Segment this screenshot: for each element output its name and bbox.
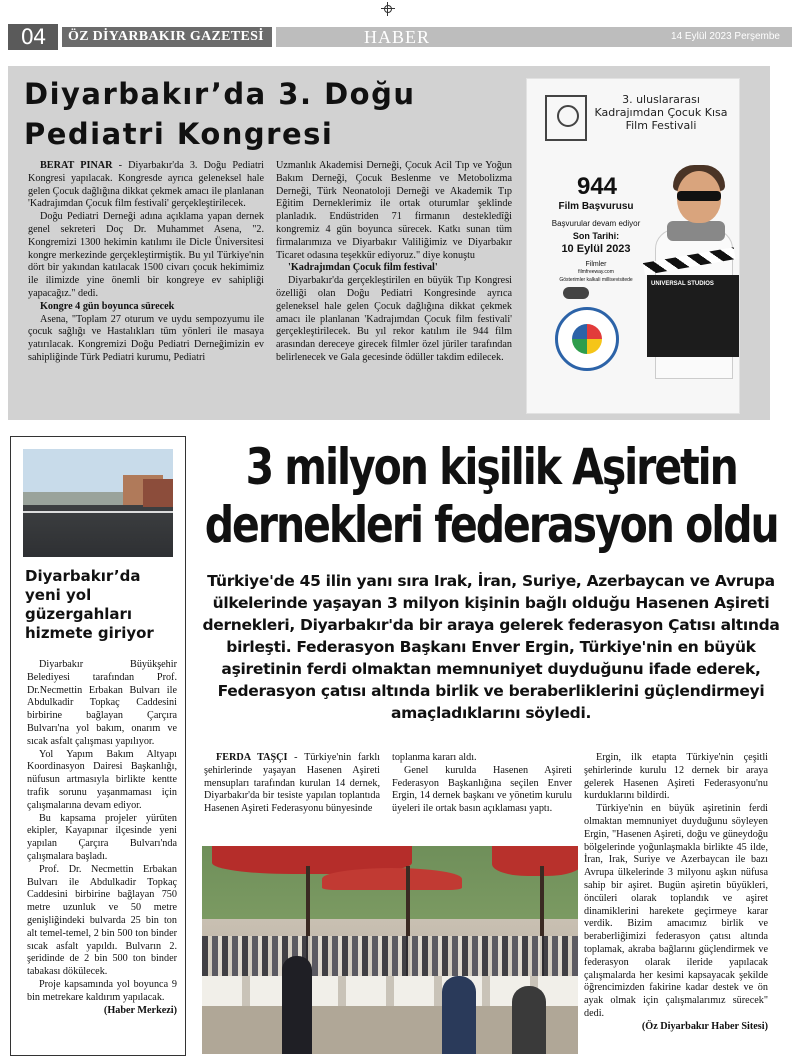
poster-deadline: 10 Eylül 2023	[561, 243, 631, 255]
top-story-subhead: Kongre 4 gün boyunca sürecek	[40, 300, 175, 312]
top-story-headline: Diyarbakır’da 3. Doğu Pediatri Kongresi	[24, 77, 416, 151]
page-header	[8, 24, 792, 50]
top-story-column-2	[276, 160, 512, 365]
poster-count: 944	[576, 173, 618, 200]
clapperboard-text: UNIVERSAL STUDIOS	[651, 281, 714, 287]
sunglasses-icon	[677, 191, 721, 201]
association-badge-icon	[555, 307, 619, 371]
main-paragraph: toplanma kararı aldı.	[392, 752, 477, 763]
main-paragraph: Türkiye'nin en büyük aşiretinin ferdi olmaktan memnuniyet duyduğunu söyleyen Ergin, "Hasenen Aşireti, doğu ve güneydoğu bölgelerinde yoğunlaşmakla birlikte 45 ilde, İran, Irak, Suriye ve Azerbaycan ile bazı Avrupa ülkelerinde 3 milyonu aşkın nüfusa sahip bir aşiret. Bugün aşiretin büyükleri, öncüleri olarak toplandık ve aşiret dinamiklerini harekete geçirmeye karar verdik. Bizim amacımız birlik ve beraberliğimizi federasyon çatısı altında toplamak, akraba bağlarını güçlendirmek ve federasyon olarak ileride yapılacak çalışmalarda her kesimi kapsayacak şekilde öğrencimizden fakirine kadar destek ve ön ayak olmak için çalışmalarımız sürecek" dedi.	[584, 803, 768, 1019]
byline: BERAT PINAR	[40, 160, 113, 171]
paper-name: ÖZ DİYARBAKIR GAZETESİ	[62, 27, 272, 47]
film-reel-icon	[545, 95, 587, 141]
road-photo	[23, 449, 173, 557]
section-label: HABER	[364, 27, 431, 47]
festival-poster	[526, 78, 740, 414]
sidebar-paragraph: Yol Yapım Bakım Altyapı Koordinasyon Dairesi Başkanlığı, nüfusun artmasıyla birlikte kentte trafik sorunu yaşanmaması için çalışmalarına devam ediyor.	[27, 748, 177, 811]
main-column-3	[584, 752, 768, 1034]
sidebar-story	[10, 436, 186, 1056]
sidebar-body	[27, 659, 177, 1017]
main-paragraph: Ergin, ilk etapta Türkiye'nin çeşitli şehirlerinde kurulu 12 dernek bir araya gelerek Hasenen Aşireti Federasyonu'nu kurduklarını bildirdi.	[584, 752, 768, 802]
top-story-paragraph: Diyarbakır'da gerçekleştirilen en büyük Tıp Kongresi özelliği olan Doğu Pediatri Kongresinde ayrıca geleneksel hale gelen Çocuk dağlığına dikkat çekmek amacı ile planlanan 'Kadrajımdan Çocuk film festivali' gerçekleştirilecek. Bu yıl rekor katılım ile 944 film arasından dereceye girecek filmler özel jüriler tarafından belirlenecek ve Gala gecesinde ödüller takdim edilecek.	[276, 275, 512, 363]
umbrella-shape	[322, 868, 462, 890]
main-headline: 3 milyon kişilik Aşiretin dernekleri federasyon oldu	[204, 438, 778, 554]
sidebar-headline: Diyarbakır’da yeni yol güzergahları hizmete giriyor	[25, 567, 154, 642]
issue-date: 14 Eylül 2023 Perşembe	[671, 31, 780, 42]
person-figure	[442, 976, 476, 1054]
page-number: 04	[8, 24, 58, 50]
main-paragraph: Genel kurulda Hasenen Aşireti Federasyon Başkanlığına seçilen Enver Ergin, 14 dernek başkanı ve yönetim kurulu üyeleri ile ortak basın açıklaması yaptı.	[392, 764, 572, 815]
sponsor-logo-icon	[563, 287, 589, 299]
poster-note: Gösterimler kalkali millisevisitede	[559, 277, 633, 283]
clapperboard-icon	[647, 275, 739, 357]
sidebar-paragraph: Bu kapsama projeler yürüten ekipler, Kayapınar ilçesinde yeni yapılan Çarçıra Bulvarı'nda çalışmalara başladı.	[27, 812, 177, 862]
main-lede: Türkiye'de 45 ilin yanı sıra Irak, İran, Suriye, Azerbaycan ve Avrupa ülkelerinde yaşayan 3 milyon kişinin bağlı olduğu Hasenen Aşireti dernekleri, Diyarbakır'da bir araya gelerek federasyon Çatısı altında birleşti. Federasyon Başkanı Enver Ergin, Türkiye'nin en büyük aşiretinin ferdi olmaktan memnuniyet duyduğunu ifade ederek, Federasyon çatısı altında birlik ve beraberliklerini güçlendirmeyi amaçladıklarını söyledi.	[202, 572, 780, 722]
registration-mark-icon	[381, 2, 395, 16]
person-figure	[282, 956, 312, 1054]
main-column-2	[392, 752, 572, 816]
umbrella-shape	[492, 846, 578, 876]
top-story-paragraph: Uzmanlık Akademisi Derneği, Çocuk Acil Tıp ve Yoğun Bakım Derneği, Çocuk Beslenme ve Metobolizma Derneği, Türk Neonatoloji Derneği ve Akademik Tıp Eğitim Derneklerimiz ile ortak oturumlar şeklinde planladık. Endüstriden 71 firmanın destekledîği kongremiz 4 gün boyunca sürecek. Katkı sunan tüm firmalarımıza ve Diyarbakır Valiliğimiz ve Diyarbakır Ticaret odasına teşekkür ediyoruz." diye konuştu	[276, 160, 512, 261]
sidebar-paragraph: Prof. Dr. Necmettin Erbakan Bulvarı ile Abdulkadir Topkaç Caddesini birbirine bağlayan 750 metre uzunluk ve 50 metre genişliğindeki bulvarda 25 bin ton alt temel-temel, 2 bin 500 ton binder sıcak asfalt yapıldı. Bulvarın 2. şeridinde de 2 bin 500 ton binder tabakası dökülecek.	[27, 863, 177, 978]
poster-site: filmfreeway.com	[578, 269, 614, 275]
top-story-column-1	[28, 160, 264, 365]
sidebar-paragraph: Diyarbakır Büyükşehir Belediyesi tarafından Prof. Dr.Necmettin Erbakan Bulvarı ile Abdulkadir Topkaç Caddesini birbirine bağlayan Çarçıra Bulvarı'na yol bakım, onarım ve sıcak asfalt çalışması yapılıyor.	[27, 659, 177, 747]
meeting-photo	[202, 846, 578, 1054]
top-story-subhead: 'Kadrajımdan Çocuk film festival'	[288, 262, 438, 274]
main-paragraph: FERDA TAŞÇI - Türkiye'nin farklı şehirlerinde yaşayan Hasenen Aşireti mensupları tarafından kurulan 14 dernek, Diyarbakır'da bir tesiste yapılan toplantıda Hasenen Aşireti Federasyonu bünyesinde	[204, 752, 380, 815]
main-column-1	[204, 752, 380, 816]
poster-count-label: Film Başvurusu	[558, 201, 634, 212]
scarf-shape	[667, 221, 725, 241]
person-figure	[512, 986, 546, 1054]
poster-deadline-label: Son Tarihi:	[572, 231, 620, 241]
top-story-paragraph: BERAT PINAR - Diyarbakır'da 3. Doğu Pediatri Kongresi yapılacak. Kongresde ayrıca geleneksel hale gelen Çocuk dağlığına dikkat çekmek amacı ile planlanan 'Kadrajımdan Çocuk film festivali' gerçekleştirilecek.	[28, 160, 265, 210]
building-shape	[143, 479, 173, 507]
top-story-paragraph: Asena, "Toplam 27 oturum ve uydu sempozyumu ile çocuk sağlığı ve Hastalıkları tüm yönleri ile masaya yatırılacak. Kongremizi Doğu Pediatri Derneğimizin ev sahipliğinde Türk Pediatri kurumu, Pediatri	[28, 313, 264, 363]
byline: FERDA TAŞÇI	[216, 752, 288, 763]
lane-marking	[23, 511, 173, 513]
poster-films-label: Filmler	[585, 261, 607, 268]
top-story-paragraph: Doğu Pediatri Derneği adına açıklama yapan dernek genel sekreteri Doç Dr. Muhammet Asena, "2. Kongremizi 1300 hekimin katılımı ile Dicle Üniversitesi kongre merkezinde gerçekleştirmiştik. Bu yıl Türkiye'nin dört bir yakından katılacak 1500 civarı çocuk hekimimiz ile ilimizde yine önemli bir kongreye ev sahipliği yapacağız." dedi.	[28, 211, 264, 299]
sidebar-credit: (Haber Merkezi)	[103, 1004, 177, 1016]
poster-status: Başvurular devam ediyor	[551, 219, 641, 228]
top-story	[8, 66, 770, 420]
poster-title: 3. uluslararası Kadrajımdan Çocuk Kısa Film Festivali	[594, 93, 728, 132]
main-credit: (Öz Diyarbakır Haber Sitesi)	[641, 1020, 768, 1032]
sidebar-paragraph: Proje kapsamında yol boyunca 9 bin metrekare kaldırım yapılacak.	[27, 978, 177, 1003]
